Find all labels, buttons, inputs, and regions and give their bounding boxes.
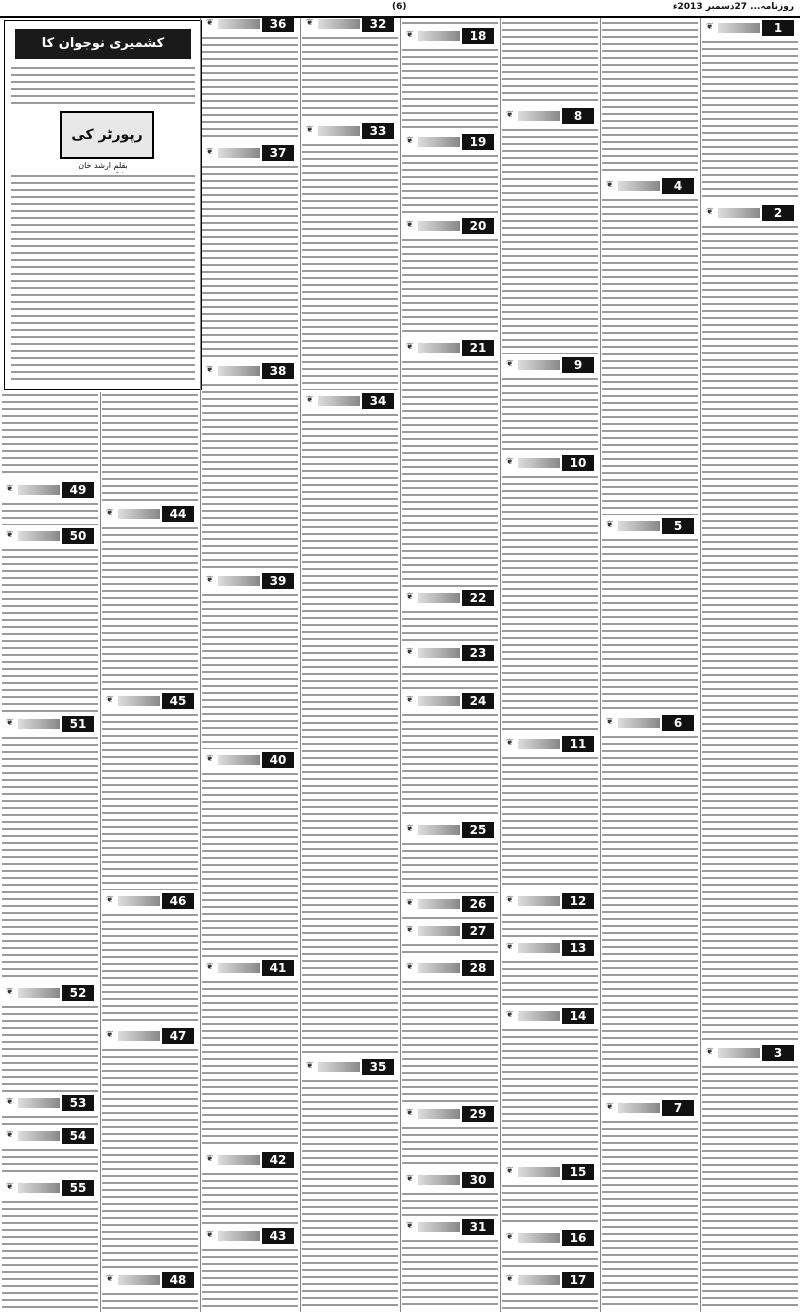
heading-bar (418, 593, 460, 603)
leaf-ornament-icon: ❦ (506, 457, 514, 467)
text-block (302, 412, 398, 1056)
heading-bar (318, 1062, 360, 1072)
item-number-26: 26 (462, 896, 494, 912)
feature-box (4, 20, 202, 390)
item-number-52: 52 (62, 985, 94, 1001)
text-block (402, 1125, 498, 1169)
heading-bar (518, 1011, 560, 1021)
text-block (102, 712, 198, 890)
item-number-49: 49 (62, 482, 94, 498)
heading-bar (18, 1098, 60, 1108)
text-block (2, 392, 98, 478)
item-number-37: 37 (262, 145, 294, 161)
leaf-ornament-icon: ❦ (6, 718, 14, 728)
leaf-ornament-icon: ❦ (606, 717, 614, 727)
text-block (402, 1191, 498, 1216)
text-block (102, 392, 198, 502)
leaf-ornament-icon: ❦ (106, 695, 114, 705)
leaf-ornament-icon: ❦ (306, 1061, 314, 1071)
text-block (402, 915, 498, 920)
text-block (2, 547, 98, 713)
heading-bar (518, 896, 560, 906)
item-number-25: 25 (462, 822, 494, 838)
text-block (2, 501, 98, 525)
text-block (402, 237, 498, 337)
leaf-ornament-icon: ❦ (6, 1097, 14, 1107)
leaf-ornament-icon: ❦ (406, 1108, 414, 1118)
heading-bar (18, 1183, 60, 1193)
heading-bar (618, 181, 660, 191)
heading-bar (118, 696, 160, 706)
heading-bar (518, 111, 560, 121)
leaf-ornament-icon: ❦ (6, 1182, 14, 1192)
text-block (202, 1247, 298, 1309)
item-number-23: 23 (462, 645, 494, 661)
heading-bar (418, 1109, 460, 1119)
heading-bar (518, 1167, 560, 1177)
heading-bar (518, 360, 560, 370)
leaf-ornament-icon: ❦ (106, 1030, 114, 1040)
heading-bar (618, 1103, 660, 1113)
item-number-19: 19 (462, 134, 494, 150)
heading-bar (418, 926, 460, 936)
item-number-38: 38 (262, 363, 294, 379)
text-block (502, 474, 598, 733)
leaf-ornament-icon: ❦ (206, 365, 214, 375)
text-block (302, 1078, 398, 1309)
heading-bar (718, 23, 760, 33)
item-number-22: 22 (462, 590, 494, 606)
leaf-ornament-icon: ❦ (506, 110, 514, 120)
item-number-30: 30 (462, 1172, 494, 1188)
text-block (302, 142, 398, 390)
text-block (502, 1027, 598, 1161)
leaf-ornament-icon: ❦ (6, 1130, 14, 1140)
heading-bar (318, 126, 360, 136)
heading-bar (218, 963, 260, 973)
item-number-27: 27 (462, 923, 494, 939)
heading-bar (318, 396, 360, 406)
text-block (602, 734, 698, 1097)
heading-bar (118, 509, 160, 519)
item-number-40: 40 (262, 752, 294, 768)
leaf-ornament-icon: ❦ (406, 898, 414, 908)
text-block (402, 942, 498, 957)
heading-bar (718, 1048, 760, 1058)
item-number-4: 4 (662, 178, 694, 194)
heading-bar (618, 521, 660, 531)
text-block (602, 537, 698, 712)
leaf-ornament-icon: ❦ (706, 207, 714, 217)
heading-bar (418, 899, 460, 909)
item-number-42: 42 (262, 1152, 294, 1168)
text-block (502, 912, 598, 937)
item-number-46: 46 (162, 893, 194, 909)
item-number-41: 41 (262, 960, 294, 976)
heading-bar (18, 1131, 60, 1141)
text-block (702, 224, 798, 1042)
heading-bar (518, 943, 560, 953)
heading-bar (518, 1233, 560, 1243)
item-number-53: 53 (62, 1095, 94, 1111)
item-number-44: 44 (162, 506, 194, 522)
text-block (202, 592, 298, 749)
item-number-12: 12 (562, 893, 594, 909)
leaf-ornament-icon: ❦ (106, 895, 114, 905)
text-block (402, 712, 498, 819)
leaf-ornament-icon: ❦ (406, 695, 414, 705)
text-block (502, 127, 598, 354)
heading-bar (418, 696, 460, 706)
text-block (402, 47, 498, 131)
leaf-ornament-icon: ❦ (706, 22, 714, 32)
item-number-11: 11 (562, 736, 594, 752)
text-block (402, 609, 498, 642)
item-number-16: 16 (562, 1230, 594, 1246)
heading-bar (218, 1155, 260, 1165)
heading-bar (618, 718, 660, 728)
item-number-24: 24 (462, 693, 494, 709)
heading-bar (18, 531, 60, 541)
item-number-36: 36 (262, 16, 294, 32)
feature-headline: کشمیری نوجوان کا (15, 29, 191, 59)
heading-bar (418, 825, 460, 835)
item-number-13: 13 (562, 940, 594, 956)
text-block (202, 35, 298, 142)
heading-bar (18, 485, 60, 495)
leaf-ornament-icon: ❦ (306, 395, 314, 405)
text-block (502, 959, 598, 1005)
heading-bar (418, 1175, 460, 1185)
text-block (102, 525, 198, 690)
heading-bar (518, 458, 560, 468)
leaf-ornament-icon: ❦ (706, 1047, 714, 1057)
text-block (402, 1238, 498, 1309)
leaf-ornament-icon: ❦ (6, 987, 14, 997)
item-number-48: 48 (162, 1272, 194, 1288)
leaf-ornament-icon: ❦ (606, 180, 614, 190)
text-block (11, 173, 195, 383)
leaf-ornament-icon: ❦ (506, 942, 514, 952)
item-number-10: 10 (562, 455, 594, 471)
item-number-8: 8 (562, 108, 594, 124)
heading-bar (218, 19, 260, 29)
leaf-ornament-icon: ❦ (406, 1174, 414, 1184)
item-number-33: 33 (362, 123, 394, 139)
text-block (2, 1147, 98, 1177)
leaf-ornament-icon: ❦ (506, 1232, 514, 1242)
text-block (2, 1114, 98, 1125)
leaf-ornament-icon: ❦ (506, 359, 514, 369)
leaf-ornament-icon: ❦ (406, 962, 414, 972)
item-number-45: 45 (162, 693, 194, 709)
heading-bar (18, 988, 60, 998)
leaf-ornament-icon: ❦ (406, 342, 414, 352)
item-number-43: 43 (262, 1228, 294, 1244)
text-block (602, 1119, 698, 1309)
text-block (402, 841, 498, 893)
text-block (202, 771, 298, 957)
leaf-ornament-icon: ❦ (206, 147, 214, 157)
item-number-2: 2 (762, 205, 794, 221)
leaf-ornament-icon: ❦ (406, 1221, 414, 1231)
item-number-35: 35 (362, 1059, 394, 1075)
heading-bar (418, 31, 460, 41)
leaf-ornament-icon: ❦ (306, 18, 314, 28)
item-number-9: 9 (562, 357, 594, 373)
heading-bar (218, 1231, 260, 1241)
leaf-ornament-icon: ❦ (506, 1274, 514, 1284)
heading-bar (418, 221, 460, 231)
text-block (502, 755, 598, 890)
leaf-ornament-icon: ❦ (606, 520, 614, 530)
leaf-ornament-icon: ❦ (206, 1230, 214, 1240)
leaf-ornament-icon: ❦ (506, 1010, 514, 1020)
leaf-ornament-icon: ❦ (506, 895, 514, 905)
text-block (402, 359, 498, 587)
text-block (502, 376, 598, 452)
text-block (202, 164, 298, 360)
item-number-32: 32 (362, 16, 394, 32)
text-block (302, 35, 398, 120)
heading-bar (318, 19, 360, 29)
text-block (202, 979, 298, 1149)
item-number-5: 5 (662, 518, 694, 534)
text-block (602, 20, 698, 174)
text-block (102, 1291, 198, 1309)
leaf-ornament-icon: ❦ (6, 530, 14, 540)
item-number-39: 39 (262, 573, 294, 589)
heading-bar (418, 963, 460, 973)
item-number-3: 3 (762, 1045, 794, 1061)
text-block (402, 20, 498, 24)
text-block (202, 1171, 298, 1225)
text-block (2, 735, 98, 982)
leaf-ornament-icon: ❦ (106, 508, 114, 518)
heading-bar (418, 648, 460, 658)
leaf-ornament-icon: ❦ (406, 220, 414, 230)
text-block (402, 979, 498, 1103)
heading-bar (418, 343, 460, 353)
leaf-ornament-icon: ❦ (206, 575, 214, 585)
leaf-ornament-icon: ❦ (6, 484, 14, 494)
byline: بقلم ارشد خان (78, 161, 128, 170)
heading-bar (218, 366, 260, 376)
leaf-ornament-icon: ❦ (206, 754, 214, 764)
leaf-ornament-icon: ❦ (406, 824, 414, 834)
leaf-ornament-icon: ❦ (406, 136, 414, 146)
item-number-6: 6 (662, 715, 694, 731)
column-title: رپورٹر کی (60, 111, 154, 159)
heading-bar (18, 719, 60, 729)
heading-bar (118, 1031, 160, 1041)
leaf-ornament-icon: ❦ (206, 1154, 214, 1164)
item-number-28: 28 (462, 960, 494, 976)
leaf-ornament-icon: ❦ (406, 925, 414, 935)
text-block (702, 1064, 798, 1309)
leaf-ornament-icon: ❦ (106, 1274, 114, 1284)
item-number-50: 50 (62, 528, 94, 544)
item-number-54: 54 (62, 1128, 94, 1144)
item-number-34: 34 (362, 393, 394, 409)
leaf-ornament-icon: ❦ (506, 1166, 514, 1176)
item-number-47: 47 (162, 1028, 194, 1044)
leaf-ornament-icon: ❦ (506, 738, 514, 748)
heading-bar (218, 755, 260, 765)
heading-bar (118, 896, 160, 906)
leaf-ornament-icon: ❦ (406, 647, 414, 657)
item-number-29: 29 (462, 1106, 494, 1122)
item-number-55: 55 (62, 1180, 94, 1196)
heading-bar (518, 739, 560, 749)
text-block (702, 39, 798, 202)
text-block (402, 664, 498, 690)
text-block (2, 1004, 98, 1092)
text-block (102, 1047, 198, 1269)
item-number-15: 15 (562, 1164, 594, 1180)
text-block (502, 1249, 598, 1269)
text-block (2, 1199, 98, 1309)
heading-bar (118, 1275, 160, 1285)
heading-bar (218, 148, 260, 158)
item-number-20: 20 (462, 218, 494, 234)
heading-bar (518, 1275, 560, 1285)
text-block (202, 382, 298, 570)
leaf-ornament-icon: ❦ (206, 18, 214, 28)
leaf-ornament-icon: ❦ (406, 592, 414, 602)
text-block (102, 912, 198, 1025)
text-block (11, 65, 195, 107)
heading-bar (218, 576, 260, 586)
text-block (502, 1183, 598, 1227)
item-number-14: 14 (562, 1008, 594, 1024)
item-number-1: 1 (762, 20, 794, 36)
text-block (502, 1291, 598, 1309)
issue-date: روزنامہ... 27دسمبر 2013ء (672, 2, 794, 12)
text-block (402, 153, 498, 215)
leaf-ornament-icon: ❦ (206, 962, 214, 972)
leaf-ornament-icon: ❦ (406, 30, 414, 40)
page-number: (6) (392, 2, 407, 12)
heading-bar (718, 208, 760, 218)
item-number-21: 21 (462, 340, 494, 356)
item-number-7: 7 (662, 1100, 694, 1116)
item-number-31: 31 (462, 1219, 494, 1235)
item-number-18: 18 (462, 28, 494, 44)
leaf-ornament-icon: ❦ (306, 125, 314, 135)
item-number-51: 51 (62, 716, 94, 732)
text-block (602, 197, 698, 515)
text-block (502, 20, 598, 104)
heading-bar (418, 137, 460, 147)
leaf-ornament-icon: ❦ (606, 1102, 614, 1112)
masthead (0, 0, 800, 18)
item-number-17: 17 (562, 1272, 594, 1288)
heading-bar (418, 1222, 460, 1232)
